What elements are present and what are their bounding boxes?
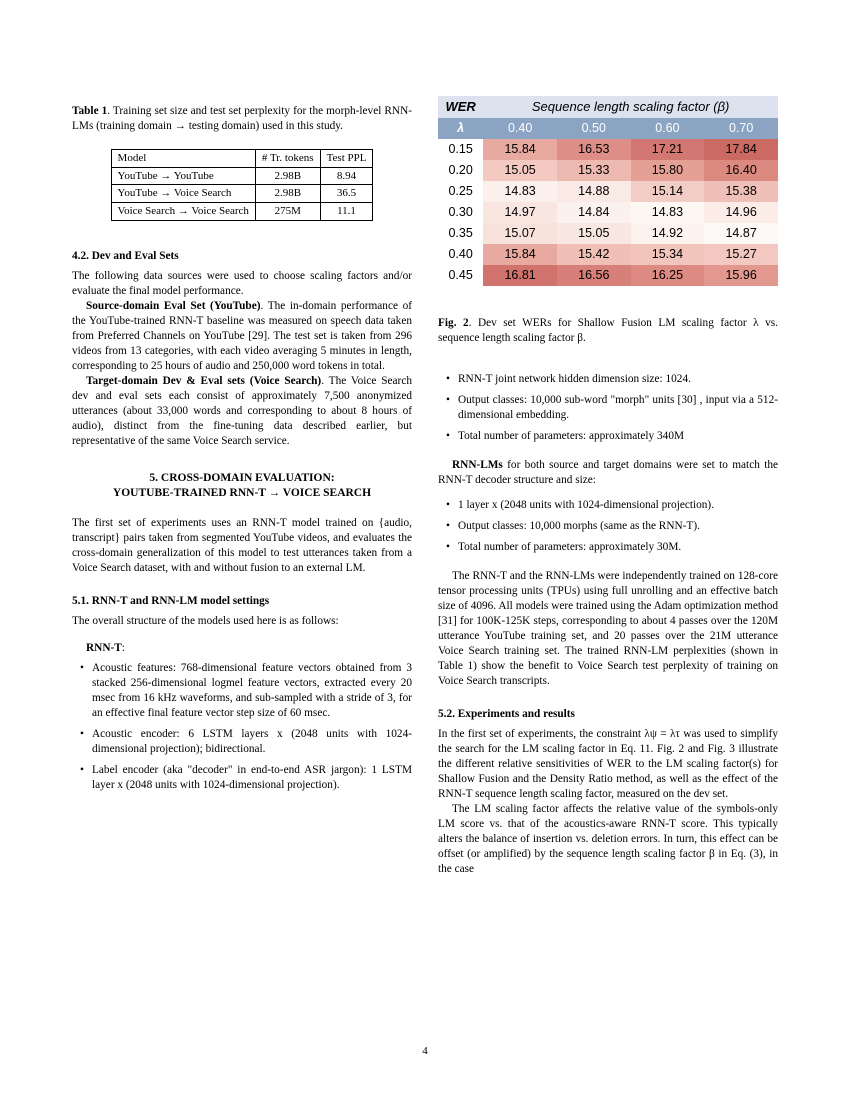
- figure-2-caption: [438, 316, 778, 346]
- training-setup-paragraph: The RNN-T and the RNN-LMs were independently trained on 128-core tensor processing units (TPUs) using full unrolling and an effective batch size of 4096. All models were trained using the Adam optimization method [31] for 100K-125K steps, corresponding to about 4 passes over the 120M utterance YouTube training set, and 20 passes over the 21M utterance Voice Search training set. The trained RNN-LM perplexities (shown in Table 1) show the benefit to Voice Search test perplexity of training on Voice Search transcripts.: [438, 570, 778, 688]
- table1-header-ppl: Test PPL: [320, 150, 373, 168]
- heatmap-cell: 16.53: [557, 139, 631, 160]
- heatmap-cell: 15.14: [631, 181, 705, 202]
- section-4-2-paragraph-2: [72, 299, 412, 374]
- table-row: [438, 223, 778, 244]
- table-row: [438, 202, 778, 223]
- heatmap-cell: 14.87: [704, 223, 778, 244]
- heatmap-cell: 17.84: [704, 139, 778, 160]
- rnnlm-bullet-list: [438, 498, 778, 555]
- heatmap-cell: 14.97: [483, 202, 557, 223]
- source-domain-eval-lead: Source-domain Eval Set (YouTube): [86, 299, 261, 312]
- section-5-2-paragraph-2: The LM scaling factor affects the relative value of the symbols-only LM score vs. that of the acoustics-aware RNN-T score. This typically alters the balance of insertion vs. deletion errors. In turn, this effect can be offset (or amplified) by the sequence length scaling factor β in Eq. (3), in the case: [438, 803, 778, 876]
- heatmap-cell: 14.83: [483, 181, 557, 202]
- section-5-heading-line2: YOUTUBE-TRAINED RNN-T → VOICE SEARCH: [112, 487, 372, 500]
- table1-caption-text: . Training set size and test set perplexity for the morph-level RNN-LMs (training domain → testing domain) used in this study.: [72, 105, 412, 133]
- heatmap-beta-3: 0.70: [704, 118, 778, 139]
- rnnlms-text: for both source and target domains were set to match the RNN-T decoder structure and size:: [438, 459, 778, 487]
- table1-header-model: Model: [111, 150, 255, 168]
- heatmap-lambda-value: 0.35: [438, 223, 483, 244]
- table1-caption: [72, 104, 412, 134]
- table1-header-tokens: # Tr. tokens: [255, 150, 320, 168]
- section-5-2-heading: 5.2. Experiments and results: [438, 708, 575, 721]
- heatmap-wer-label: WER: [438, 96, 483, 118]
- list-item: • Label encoder (aka "decoder" in end-to-end ASR jargon): 1 LSTM layer x (2048 units with 1024-dimensional projection).: [92, 763, 412, 793]
- table1-cell-model: Voice Search → Voice Search: [111, 202, 255, 220]
- section-4-2-paragraph-3: [72, 374, 412, 449]
- figure-2-caption-text: . Dev set WERs for Shallow Fusion LM scaling factor λ vs. sequence length scaling factor β.: [438, 317, 778, 345]
- heatmap-cell: 16.25: [631, 265, 705, 286]
- heatmap-beta-2: 0.60: [631, 118, 705, 139]
- rnnt-extra-bullet-list: [438, 372, 778, 444]
- section-5-1-heading: 5.1. RNN-T and RNN-LM model settings: [72, 594, 270, 607]
- table1-cell-model: YouTube → YouTube: [111, 167, 255, 185]
- table-row: [438, 139, 778, 160]
- section-4-2-paragraph-1: The following data sources were used to choose scaling factors and/or evaluate the final model performance.: [72, 269, 412, 297]
- figure-2-caption-label: Fig. 2: [438, 317, 469, 329]
- heatmap-lambda-value: 0.30: [438, 202, 483, 223]
- section-5-2-paragraph-1: In the first set of experiments, the constraint λψ = λτ was used to simplify the search for the LM scaling factor in Eq. 11. Fig. 2 and Fig. 3 illustrate the different relative sensitivities of WER to the LM scaling factor(s) for Shallow Fusion and the Density Ratio method, as well as the effect of the RNN-T sequence length scaling factor, measured on the dev set.: [438, 728, 778, 801]
- heatmap-cell: 14.96: [704, 202, 778, 223]
- table1-caption-label: Table 1: [72, 105, 108, 117]
- heatmap-header-row: [438, 96, 778, 118]
- heatmap-beta-row: [438, 118, 778, 139]
- target-domain-text: . The Voice Search dev and eval sets each consist of approximately 7,500 anonymized utterances (about 33,000 words and corresponding to about 8 hours of audio), distinct from the fine-tuning data described earlier, but representative of the same Voice Search service.: [72, 374, 412, 447]
- table-row: [111, 202, 373, 220]
- table1-cell-ppl: 8.94: [320, 167, 373, 185]
- heatmap-lambda-label: λ: [438, 118, 483, 139]
- heatmap-cell: 15.34: [631, 244, 705, 265]
- heatmap-lambda-value: 0.25: [438, 181, 483, 202]
- rnnlms-lead: RNN-LMs: [452, 459, 503, 472]
- target-domain-lead: Target-domain Dev & Eval sets (Voice Search): [86, 374, 322, 387]
- table1-cell-tokens: 2.98B: [255, 167, 320, 185]
- heatmap-cell: 17.21: [631, 139, 705, 160]
- heatmap-cell: 14.88: [557, 181, 631, 202]
- heatmap-lambda-value: 0.20: [438, 160, 483, 181]
- heatmap-cell: 15.80: [631, 160, 705, 181]
- heatmap-beta-header: Sequence length scaling factor (β): [483, 96, 778, 118]
- figure-2-heatmap: [438, 96, 778, 286]
- heatmap-cell: 14.83: [631, 202, 705, 223]
- table1-cell-tokens: 2.98B: [255, 185, 320, 203]
- heatmap-cell: 14.92: [631, 223, 705, 244]
- rnnlms-paragraph: [438, 458, 778, 488]
- list-item: • RNN-T joint network hidden dimension size: 1024.: [458, 372, 778, 387]
- heatmap-cell: 15.33: [557, 160, 631, 181]
- heatmap-beta-0: 0.40: [483, 118, 557, 139]
- table1: [111, 149, 374, 221]
- left-column: [72, 104, 412, 799]
- figure-2: [438, 96, 778, 286]
- list-item: • Acoustic features: 768-dimensional feature vectors obtained from 3 stacked 256-dimensional logmel feature vectors, extracted every 20 msec from 16 kHz waveforms, and sub-sampled with a stride of 3, for an effective final feature vector step size of 60 msec.: [92, 661, 412, 721]
- table1-cell-ppl: 11.1: [320, 202, 373, 220]
- heatmap-cell: 16.56: [557, 265, 631, 286]
- heatmap-lambda-value: 0.15: [438, 139, 483, 160]
- source-domain-eval-text: . The in-domain performance of the YouTube-trained RNN-T baseline was measured on speech data taken from Preferred Channels on YouTube [29]. The test set is taken from 296 videos from 13 categories, with each video averaging 5 minutes in length, corresponding to 25 hours of audio and 250,000 word tokens in total.: [72, 299, 412, 372]
- table1-cell-model: YouTube → Voice Search: [111, 185, 255, 203]
- section-4-2-heading: 4.2. Dev and Eval Sets: [72, 249, 179, 262]
- heatmap-lambda-value: 0.40: [438, 244, 483, 265]
- heatmap-cell: 16.81: [483, 265, 557, 286]
- heatmap-cell: 15.84: [483, 139, 557, 160]
- section-5-heading-line1: 5. CROSS-DOMAIN EVALUATION:: [149, 471, 335, 484]
- rnnt-bullet-list: [72, 661, 412, 793]
- heatmap-cell: 15.27: [704, 244, 778, 265]
- section-5-1-paragraph-1: The overall structure of the models used here is as follows:: [72, 614, 339, 627]
- section-5-paragraph-1: The first set of experiments uses an RNN-T model trained on {audio, transcript} pairs taken from segmented YouTube videos, and evaluates the cross-domain generalization of this model to test utterances taken from a Voice Search dataset, with and without fusion to an external LM.: [72, 516, 412, 574]
- table-row: [438, 244, 778, 265]
- table-row: [111, 167, 373, 185]
- heatmap-cell: 15.38: [704, 181, 778, 202]
- rnnt-label-text: RNN-T: [86, 641, 122, 654]
- table-row: [111, 185, 373, 203]
- heatmap-beta-1: 0.50: [557, 118, 631, 139]
- heatmap-cell: 15.05: [483, 160, 557, 181]
- table1-header-row: [111, 150, 373, 168]
- heatmap-cell: 15.96: [704, 265, 778, 286]
- list-item: • Total number of parameters: approximately 340M: [458, 429, 778, 444]
- right-column: [438, 316, 778, 877]
- table1-cell-tokens: 275M: [255, 202, 320, 220]
- heatmap-cell: 14.84: [557, 202, 631, 223]
- table-row: [438, 160, 778, 181]
- heatmap-cell: 15.84: [483, 244, 557, 265]
- heatmap-cell: 15.07: [483, 223, 557, 244]
- table1-cell-ppl: 36.5: [320, 185, 373, 203]
- rnnt-label: RNN-T:: [86, 641, 125, 654]
- list-item: • 1 layer x (2048 units with 1024-dimensional projection).: [458, 498, 778, 513]
- list-item: • Output classes: 10,000 sub-word "morph" units [30] , input via a 512-dimensional embedding.: [458, 393, 778, 423]
- heatmap-lambda-value: 0.45: [438, 265, 483, 286]
- table-row: [438, 181, 778, 202]
- heatmap-cell: 15.42: [557, 244, 631, 265]
- heatmap-cell: 15.05: [557, 223, 631, 244]
- page-number: 4: [422, 1045, 428, 1057]
- list-item: • Total number of parameters: approximately 30M.: [458, 540, 778, 555]
- list-item: • Output classes: 10,000 morphs (same as the RNN-T).: [458, 519, 778, 534]
- table-row: [438, 265, 778, 286]
- heatmap-cell: 16.40: [704, 160, 778, 181]
- list-item: • Acoustic encoder: 6 LSTM layers x (2048 units with 1024-dimensional projection); bidirectional.: [92, 727, 412, 757]
